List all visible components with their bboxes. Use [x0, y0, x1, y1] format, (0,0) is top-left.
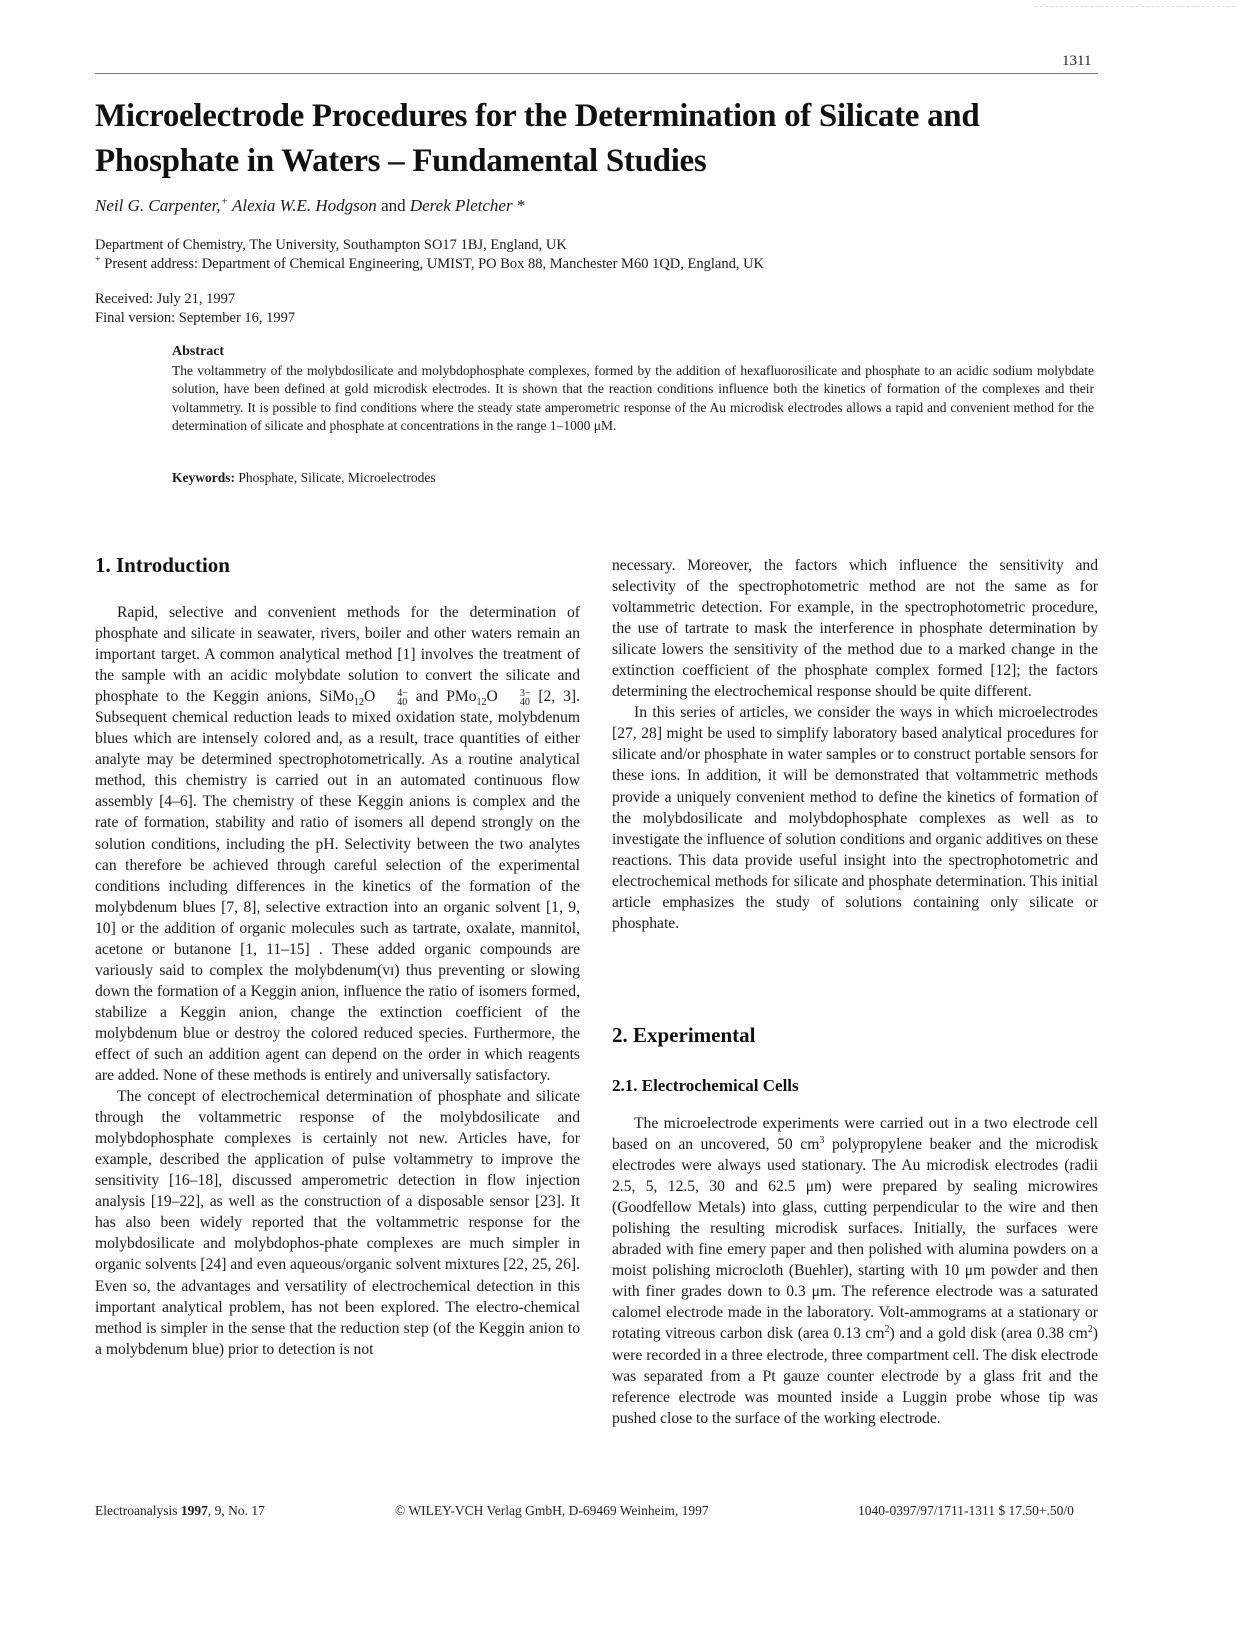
page-number: 1311: [1062, 53, 1092, 69]
footer-article-code: 1040-0397/97/1711-1311 $ 17.50+.50/0: [858, 1503, 1074, 1518]
intro-p1-text-b: [2, 3]. Subsequent chemical reduction leads to mixed oxidation state, molybdenum blues which are intensely colored and, as a result, trace quantities of either analyte may be determined spectrophotometrically. As a routine analytical method, this chemistry is carried out in an automated continuous flow assembly [4–6]. The chemistry of these Keggin anions is complex and the rate of formation, stability and ratio of isomers all depend strongly on the solution conditions, including the pH. Selectivity between the two analytes can therefore be achieved through careful selection of the experimental conditions including differences in the kinetics of the formation of the molybdenum blues [7, 8], selective extraction into an organic solvent [1, 9, 10] or the addition of organic molecules such as tartrate, oxalate, mannitol, acetone or butanone [1, 11–15] . These added organic compounds are variously said to complex the molybdenum(ᴠɪ) thus preventing or slowing down the formation of a Keggin anion, influence the ratio of isomers formed, stabilize a Keggin anion, change the extinction coefficient of the molybdenum blue or destroy the colored reduced species. Furthermore, the effect of such an addition agent can depend on the order in which reagents are added. None of these methods is entirely and universally satisfactory.: [95, 688, 580, 1085]
corresponding-author-mark: *: [516, 196, 526, 215]
author-carpenter: Neil G. Carpenter,: [95, 196, 221, 215]
keywords-values: Phosphate, Silicate, Microelectrodes: [238, 470, 436, 485]
section-heading-experimental: 2. Experimental: [612, 1023, 756, 1047]
author-pletcher: Derek Pletcher: [409, 196, 513, 215]
author-conjunction: and: [381, 196, 406, 215]
final-version-date: Final version: September 16, 1997: [95, 310, 296, 326]
author-footnote-mark: +: [220, 195, 229, 208]
subsection-heading-electrochemical-cells: 2.1. Electrochemical Cells: [612, 1076, 799, 1095]
footer-copyright: © WILEY-VCH Verlag GmbH, D-69469 Weinheim, 1997: [395, 1503, 709, 1518]
journal-year: 1997: [180, 1503, 208, 1518]
footer-citation: [95, 1503, 265, 1519]
experimental-text: [612, 1113, 1098, 1429]
scan-artifact: [1035, 6, 1235, 10]
left-column: [95, 602, 580, 1360]
affiliation-present-address: [95, 255, 764, 274]
experimental-paragraph-1: The microelectrode experiments were carried out in a two electrode cell based on an uncovered, 50 $cm^3$ polypropylene beaker and the microdisk electrodes were always used stationary. The Au microdisk electrodes (radii 2.5, 5, 12.5, 30 and 62.5 μm) were prepared by sealing microwires (Goodfellow Metals) into glass, cutting perpendicular to the wire and then polishing the resulting microdisk surfaces. Initially, the surfaces were abraded with fine emery paper and then polished with alumina powders on a moist polishing microcloth (Buehler), starting with 10 μm powder and then with finer grades down to 0.3 μm. The reference electrode was a saturated calomel electrode made in the laboratory. Volt-ammograms at a stationary or rotating vitreous carbon disk (area 0.13 $cm^2$) and a gold disk (area 0.38 $cm^2$) were recorded in a three electrode, three compartment cell. The disk electrode was separated from a Pt gauze counter electrode by a glass frit and the reference electrode was mounted inside a Luggin probe whose tip was pushed close to the surface of the working electrode.: [612, 1115, 1098, 1427]
keywords-label: Keywords:: [172, 470, 235, 485]
header-rule: [95, 73, 1098, 74]
article-dates: [95, 290, 295, 328]
author-list: [95, 196, 525, 216]
journal-volume-issue: , 9, No. 17: [207, 1503, 265, 1518]
abstract-text: The voltammetry of the molybdosilicate and molybdophosphate complexes, formed by the addition of hexafluorosilicate and phosphate to an acidic sodium molybdate solution, have been defined at gold microdisk electrodes. It is shown that the reaction conditions influence both the kinetics of formation of the complexes and their voltammetry. It is possible to find conditions where the steady state amperometric response of the Au microdisk electrodes allows a rapid and convenient method for the determination of silicate and phosphate at concentrations in the range 1–1000 μM.: [172, 362, 1094, 433]
received-date: Received: July 21, 1997: [95, 291, 236, 307]
chem-formula-molybdophosphate: PMo$_{12}$O 3− 40: [446, 687, 531, 709]
keywords: [172, 470, 436, 486]
right-column: [612, 555, 1098, 934]
journal-name: Electroanalysis: [95, 1503, 178, 1518]
section-heading-introduction: 1. Introduction: [95, 553, 230, 577]
author-hodgson: Alexia W.E. Hodgson: [232, 196, 377, 215]
abstract-heading: Abstract: [172, 344, 225, 359]
intro-paragraph-2: The concept of electrochemical determination of phosphate and silicate through the voltammetric response of the molybdosilicate and molybdophosphate complexes is certainly not new. Articles have, for example, described the application of pulse voltammetry to improve the sensitivity [16–18], discussed amperometric detection in flow injection analysis [19–22], as well as the construction of a disposable sensor [23]. It has also been widely reported that the voltammetric response for the molybdosilicate and molybdophos-phate complexes are much simpler in organic solvents [24] and even aqueous/organic solvent mixtures [22, 25, 26]. Even so, the advantages and versatility of electrochemical detection in this important analytical problem, has not been explored. The electro-chemical method is simpler in the sense that the reduction step (of the Keggin anion to a molybdenum blue) prior to detection is not: [95, 1088, 580, 1358]
intro-p1-text-a: Rapid, selective and convenient methods for the determination of phosphate and silicate in seawater, rivers, boiler and other waters remain an important target. A common analytical method [1] involves the treatment of the sample with an acidic molybdate solution to convert the silicate and phosphate to the Keggin anions,: [95, 604, 580, 706]
abstract: [172, 343, 1094, 436]
chem-formula-molybdosilicate: SiMo$_{12}$O 4− 40: [319, 687, 408, 709]
intro-paragraph-3: In this series of articles, we consider the ways in which microelectrodes [27, 28] might be used to simplify laboratory based analytical procedures for silicate and/or phosphate in water samples or to construct portable sensors for these ions. In addition, it will be demonstrated that voltammetric methods provide a uniquely convenient method to define the kinetics of formation of the molybdosilicate and molybdophosphate complexes as well as to investigate the influence of solution conditions and organic additives on these reactions. This data provide useful insight into the spectrophotometric and electrochemical methods for silicate and phosphate determination. This initial article emphasizes the study of solutions containing only silicate or phosphate.: [612, 704, 1098, 932]
chem-conjunction: and: [415, 688, 439, 706]
intro-paragraph-1: [95, 602, 580, 1086]
affiliation-primary: Department of Chemistry, The University, Southampton SO17 1BJ, England, UK: [95, 237, 567, 253]
affiliations: [95, 236, 764, 274]
paper-title: Microelectrode Procedures for the Determination of Silicate and Phosphate in Waters – Fundamental Studies: [95, 98, 980, 179]
intro-paragraph-2-continued: necessary. Moreover, the factors which influence the sensitivity and selectivity of the spectrophotometric method are not the same as for voltammetric detection. For example, in the spectrophotometric procedure, the use of tartrate to mask the interference in phosphate determination by silicate lowers the sensitivity of the method due to a marked change in the extinction coefficient of the phosphate complex formed [12]; the factors determining the electrochemical response should be quite different.: [612, 557, 1098, 701]
affiliation-present-text: Present address: Department of Chemical Engineering, UMIST, PO Box 88, Manchester M60 1QD, England, UK: [104, 256, 765, 272]
affiliation-mark: +: [95, 254, 101, 266]
